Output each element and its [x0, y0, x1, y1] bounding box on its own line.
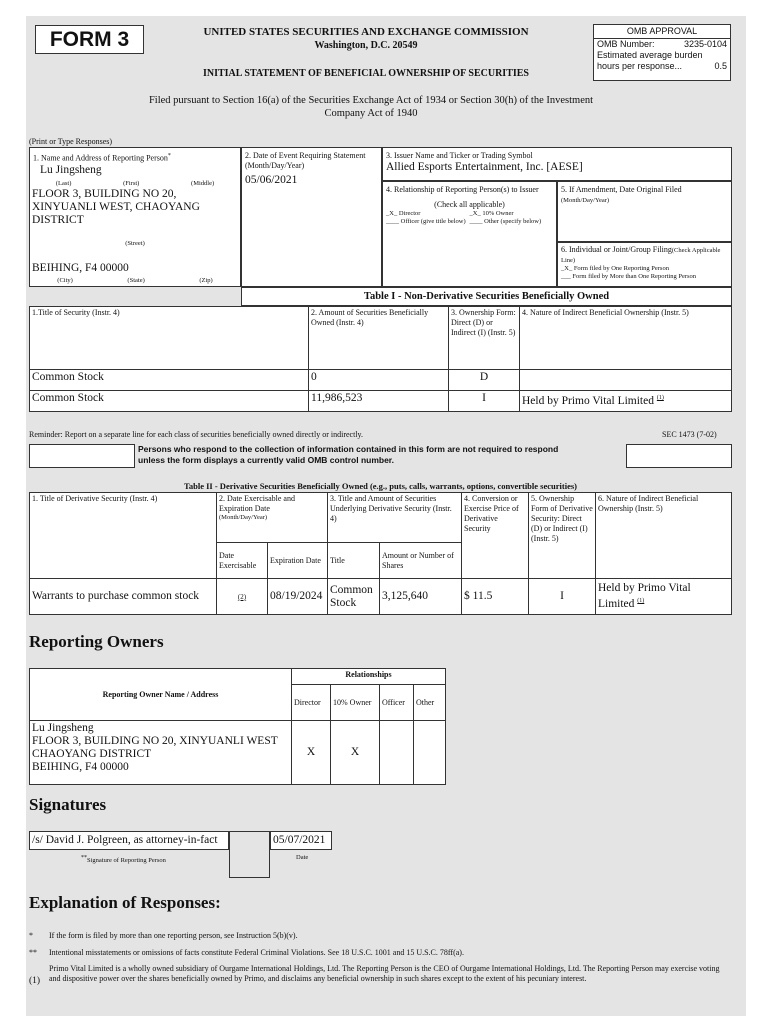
- footnote-double-star: ** Intentional misstatements or omissions of facts constitute Federal Criminal Violations. See 18 U.S.C. 1001 and 15 U.S.C. 78ff(a).: [29, 948, 464, 957]
- persons-notice: Persons who respond to the collection of information contained in this form are not required to respond unless the form displays a currently valid OMB control number.: [138, 444, 559, 465]
- table1-col-amount: 2. Amount of Securities Beneficially Owned (Instr. 4): [309, 307, 449, 370]
- footnote-link[interactable]: (1): [656, 395, 664, 401]
- box6-option-more: ___ Form filed by More than One Reporting Person: [561, 273, 697, 280]
- security-amount: 11,986,523: [309, 391, 449, 412]
- blank-box-left: [29, 444, 135, 468]
- col-other: Other: [414, 685, 446, 721]
- table1: [29, 306, 732, 412]
- omb-title: OMB APPROVAL: [594, 25, 730, 39]
- owners-header-row: [30, 669, 446, 685]
- city-field-labels: (City) (State) (Zip): [57, 277, 213, 284]
- derivative-title: Warrants to purchase common stock: [30, 579, 217, 615]
- ownership-nature: [520, 370, 732, 391]
- officer-mark: [380, 721, 414, 785]
- signature-field: /s/ David J. Polgreen, as attorney-in-fact: [29, 831, 229, 850]
- ten-pct-option: _X_ 10% Owner: [469, 210, 514, 217]
- table1-col-nature: 4. Nature of Indirect Beneficial Ownership (Instr. 5): [520, 307, 732, 370]
- signature-date: 05/07/2021: [270, 831, 332, 850]
- footnote-link[interactable]: (1): [637, 598, 645, 605]
- table2-col-form: 5. Ownership Form of Derivative Security: Direct (D) or Indirect (I) (Instr. 5): [529, 493, 596, 579]
- table1-col-title: 1.Title of Security (Instr. 4): [30, 307, 309, 370]
- security-title: Common Stock: [30, 391, 309, 412]
- print-note: (Print or Type Responses): [29, 137, 113, 146]
- table1-header: [30, 307, 732, 370]
- omb-number-row: [594, 39, 730, 50]
- box3-issuer: [382, 147, 732, 181]
- name-field-labels: (Last) (First) (Middle): [55, 179, 215, 187]
- date-label: Date: [296, 854, 309, 861]
- box4-label: 4. Relationship of Reporting Person(s) to Issuer: [386, 185, 539, 194]
- director-mark: X: [292, 721, 331, 785]
- check-all: (Check all applicable): [434, 200, 505, 209]
- box6-filing: [557, 242, 732, 287]
- derivative-form: I: [529, 579, 596, 615]
- omb-hours-label: hours per response...: [597, 61, 683, 71]
- underlying-title: Common Stock: [328, 579, 380, 615]
- security-amount: 0: [309, 370, 449, 391]
- ownership-form: D: [449, 370, 520, 391]
- table1-col-form: 3. Ownership Form: Direct (D) or Indirect (I) (Instr. 5): [449, 307, 520, 370]
- signature-spacer: [229, 831, 270, 878]
- table2-col-title: 1. Title of Derivative Security (Instr. 4): [30, 493, 217, 579]
- omb-burden: Estimated average burden: [597, 50, 703, 60]
- form-title: INITIAL STATEMENT OF BENEFICIAL OWNERSHIP OF SECURITIES: [202, 68, 529, 79]
- owners-table: [29, 668, 446, 785]
- blank-box-right: [626, 444, 732, 468]
- box1-label: 1. Name and Address of Reporting Person*: [33, 153, 171, 163]
- ownership-form: I: [449, 391, 520, 412]
- table2: [29, 492, 732, 615]
- sub-expiration: Expiration Date: [268, 543, 328, 579]
- table-row: [30, 721, 446, 785]
- relationship-options: [383, 210, 556, 226]
- other-mark: [414, 721, 446, 785]
- box5-label: 5. If Amendment, Date Original Filed (Month/Day/Year): [561, 185, 682, 204]
- table-row: [30, 370, 732, 391]
- table2-col-underlying: 3. Title and Amount of Securities Underlying Derivative Security (Instr. 4): [328, 493, 462, 543]
- table2-col-price: 4. Conversion or Exercise Price of Derivative Security: [462, 493, 529, 579]
- person-name: Lu Jingsheng: [40, 163, 102, 176]
- filed-pursuant: Filed pursuant to Section 16(a) of the Securities Exchange Act of 1934 or Section 30(h) of the Investment Company Act of 1940: [148, 95, 594, 119]
- box2-label: 2. Date of Event Requiring Statement (Month/Day/Year): [245, 151, 366, 170]
- event-date: 05/06/2021: [245, 174, 298, 186]
- exercise-price: $ 11.5: [462, 579, 529, 615]
- security-title: Common Stock: [30, 370, 309, 391]
- table2-header: [30, 493, 732, 543]
- footnote-1: (1) Primo Vital Limited is a wholly owned subsidiary of Ourgame International Holdings, Ltd. The Reporting Person is the CEO of Ourgame International Holdings, Ltd. The Reporting Person may exercise voting and dispositive power over the shares beneficially owned by Primo, and disclaims any beneficial ownership in such shares except to the extent of his pecuniary interest.: [29, 964, 720, 986]
- box1-reporting-person: [29, 147, 241, 287]
- address-street: FLOOR 3, BUILDING NO 20, XINYUANLI WEST, CHAOYANG DISTRICT: [32, 187, 200, 226]
- footnote-star: * If the form is filed by more than one reporting person, see Instruction 5(b)(v).: [29, 931, 298, 940]
- omb-hours: 0.5: [714, 61, 727, 71]
- sub-title: Title: [328, 543, 380, 579]
- explanation-heading: Explanation of Responses:: [29, 893, 221, 912]
- reporting-owners-heading: Reporting Owners: [29, 632, 164, 651]
- col-director: Director: [292, 685, 331, 721]
- underlying-amount: 3,125,640: [380, 579, 462, 615]
- form-label: FORM 3: [35, 25, 144, 54]
- city-state-zip: BEIHING, F4 00000: [32, 262, 129, 274]
- omb-number-label: OMB Number:: [597, 39, 655, 49]
- relationships-header: Relationships: [292, 669, 446, 685]
- table2-col-nature: 6. Nature of Indirect Beneficial Ownership (Instr. 5): [596, 493, 732, 579]
- ownership-nature: Held by Primo Vital Limited $^{(1)}$: [520, 391, 732, 412]
- box3-label: 3. Issuer Name and Ticker or Trading Symbol: [386, 151, 533, 160]
- table2-title: Table II - Derivative Securities Beneficially Owned (e.g., puts, calls, warrants, options, convertible securities): [183, 481, 577, 491]
- box2-event-date: [241, 147, 382, 287]
- expiration-date: 08/19/2024: [268, 579, 328, 615]
- box5-amendment: [557, 181, 732, 242]
- derivative-nature: Held by Primo Vital Limited $^{(1)}$: [596, 579, 732, 615]
- street-label: (Street): [125, 240, 145, 247]
- col-officer: Officer: [380, 685, 414, 721]
- omb-hours-row: [594, 61, 730, 72]
- table-row: [30, 391, 732, 412]
- form-page: [26, 16, 746, 1016]
- table-row: [30, 579, 732, 615]
- other-option: ____ Other (specify below): [469, 218, 542, 225]
- signature-label: **Signature of Reporting Person: [81, 855, 166, 865]
- box6-option-one: _X_ Form filed by One Reporting Person: [561, 265, 669, 272]
- table1-title: Table I - Non-Derivative Securities Beneficially Owned: [241, 287, 732, 306]
- footnote-link[interactable]: (2): [217, 579, 268, 615]
- reminder-text: Reminder: Report on a separate line for each class of securities beneficially owned directly or indirectly.: [29, 430, 364, 439]
- owner-name-address: Lu Jingsheng FLOOR 3, BUILDING NO 20, XINYUANLI WEST CHAOYANG DISTRICT BEIHING, F4 00000: [30, 721, 292, 785]
- director-option: _X_ Director: [386, 210, 421, 217]
- sub-amount: Amount or Number of Shares: [380, 543, 462, 579]
- agency-title: UNITED STATES SECURITIES AND EXCHANGE COMMISSION: [203, 26, 529, 38]
- sec-code: SEC 1473 (7-02): [662, 430, 717, 439]
- omb-number: 3235-0104: [683, 39, 727, 49]
- sub-date-exercisable: Date Exercisable: [217, 543, 268, 579]
- omb-approval-box: [593, 24, 731, 81]
- officer-option: ____ Officer (give title below): [386, 218, 466, 225]
- issuer-name: Allied Esports Entertainment, Inc. [AESE]: [386, 161, 583, 173]
- col-ten-pct: 10% Owner: [331, 685, 380, 721]
- box4-relationship: [382, 181, 557, 287]
- box6-label: 6. Individual or Joint/Group Filing(Check Applicable Line): [561, 245, 721, 264]
- owners-col-name: Reporting Owner Name / Address: [30, 669, 292, 721]
- table2-col-dates: 2. Date Exercisable and Expiration Date (Month/Day/Year): [217, 493, 328, 543]
- signatures-heading: Signatures: [29, 795, 107, 814]
- ten-pct-mark: X: [331, 721, 380, 785]
- agency-city: Washington, D.C. 20549: [314, 40, 418, 51]
